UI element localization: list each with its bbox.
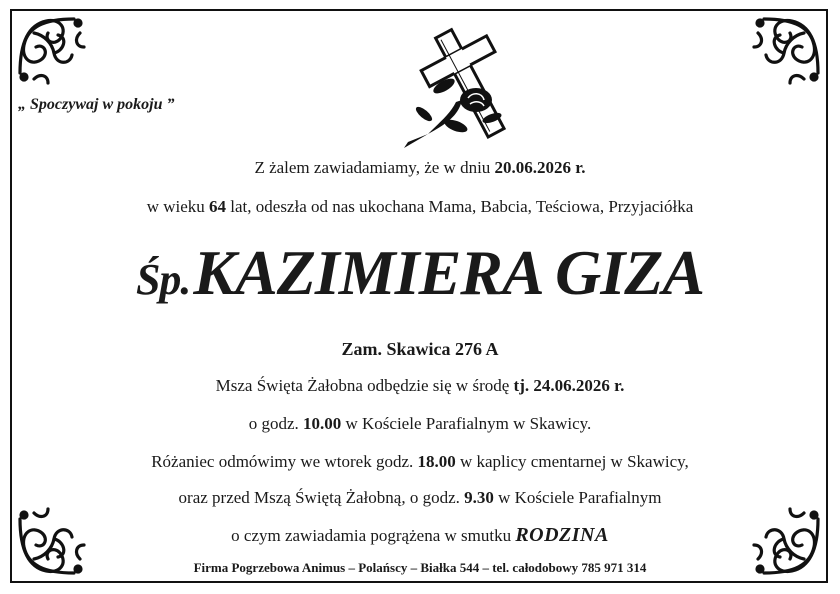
mass-time: 10.00 [302, 414, 342, 433]
corner-ornament-icon [746, 13, 824, 91]
family-signature: RODZINA [515, 524, 609, 546]
cross-with-rose-icon [398, 22, 528, 152]
closing-line: o czym zawiadamia pogrążena w smutku RODZINA [231, 524, 609, 546]
rosary-time-2: 9.30 [464, 488, 494, 507]
deceased-name [0, 236, 840, 310]
mass-time-line: o godz. 10.00 w Kościele Parafialnym w Skawicy. [248, 414, 592, 433]
mass-date: tj. 24.06.2026 r. [513, 376, 625, 395]
age: 64 [209, 197, 227, 216]
residence: Zam. Skawica 276 A [341, 339, 499, 359]
corner-ornament-icon [14, 13, 92, 91]
mass-line: Msza Święta Żałobna odbędzie się w środę tj. 24.06.2026 r. [215, 376, 625, 395]
announcement-line-2: w wieku 64 lat, odeszła od nas ukochana Mama, Babcia, Teściowa, Przyjaciółka [146, 197, 694, 216]
rosary-time: 18.00 [417, 452, 456, 471]
name-prefix: Śp. [135, 255, 191, 304]
rosary-line-2: oraz przed Mszą Świętą Żałobną, o godz. 9.30 w Kościele Parafialnym [178, 488, 662, 507]
death-date: 20.06.2026 r. [494, 158, 586, 177]
name-main: KAZIMIERA GIZA [193, 237, 705, 308]
funeral-home-footer: Firma Pogrzebowa Animus – Polańscy – Białka 544 – tel. całodobowy 785 971 314 [193, 560, 647, 575]
motto: „ Spoczywaj w pokoju ” [18, 96, 175, 113]
rosary-line: Różaniec odmówimy we wtorek godz. 18.00 w kaplicy cmentarnej w Skawicy, [151, 452, 689, 471]
announcement-line-1: Z żalem zawiadamiamy, że w dniu 20.06.2026 r. [254, 158, 586, 177]
